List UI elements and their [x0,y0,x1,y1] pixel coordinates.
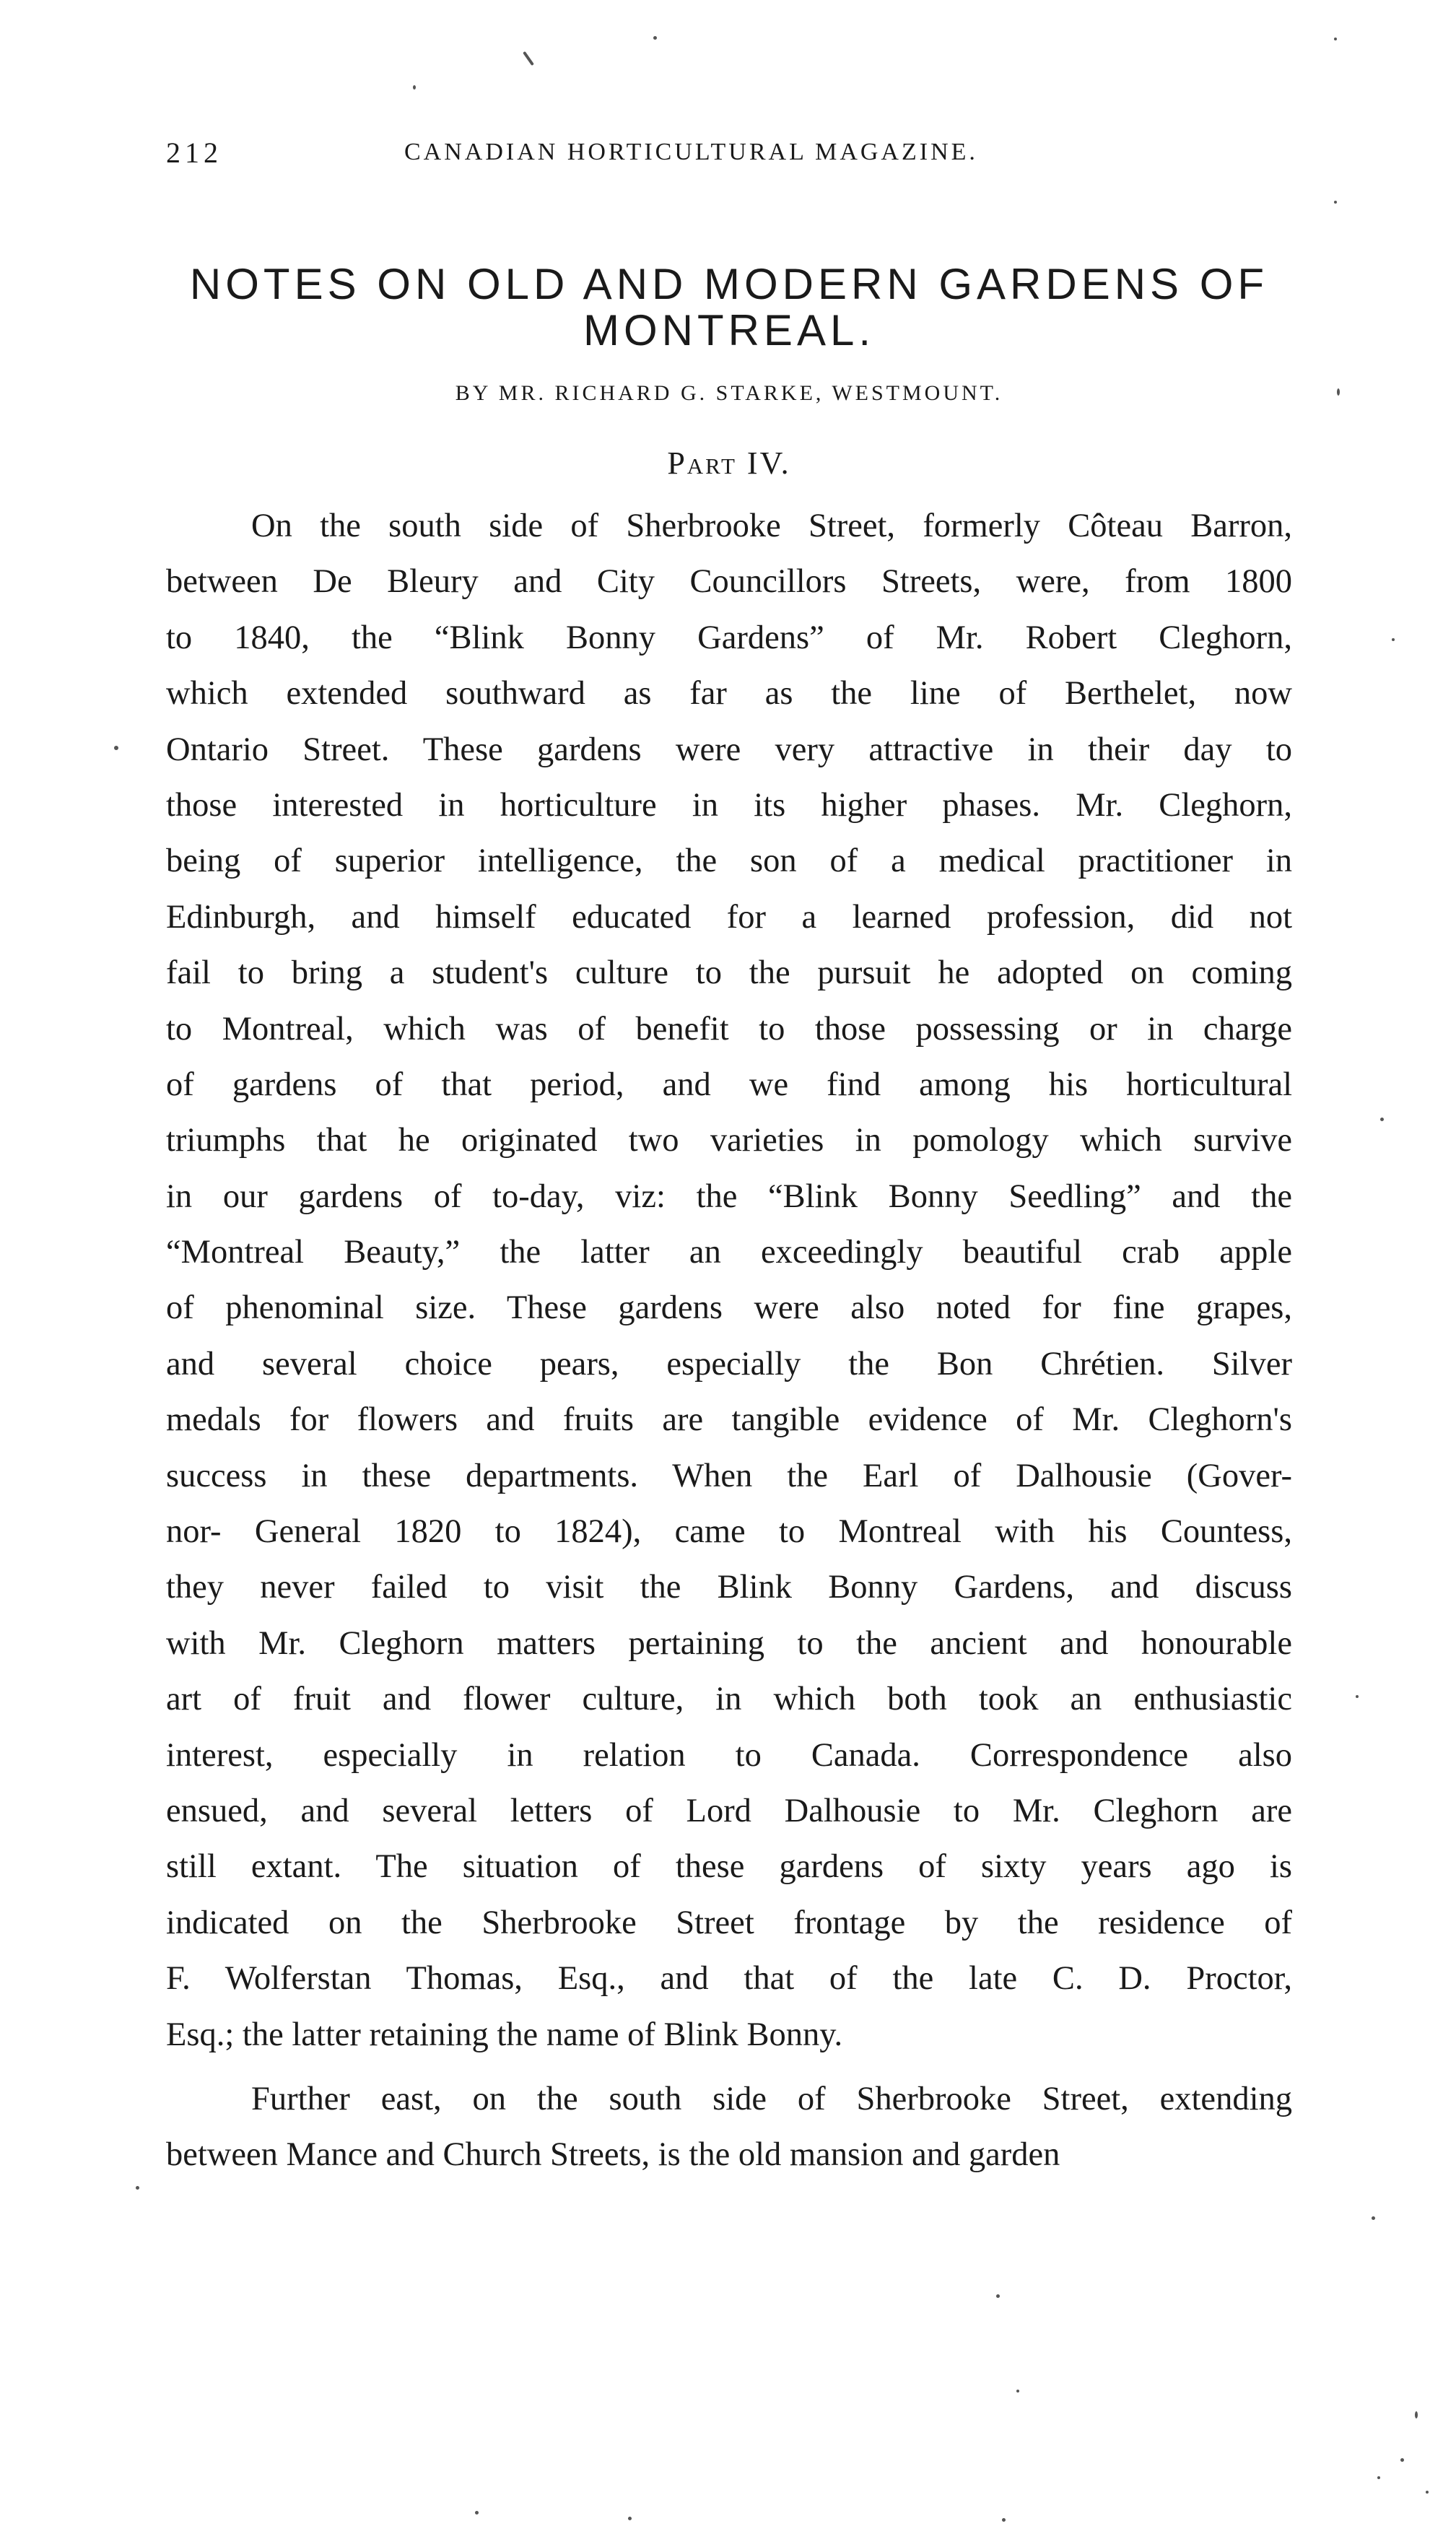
scan-speck [1002,2518,1006,2522]
author-byline: BY MR. RICHARD G. STARKE, WESTMOUNT. [455,381,1003,405]
scan-speck [1377,2476,1380,2479]
scan-speck [1016,2390,1019,2393]
running-head [166,136,1292,179]
scan-speck [653,36,657,40]
text-line: On the south side of Sherbrooke Street, formerly Côteau Barron, [251,508,1292,544]
part-heading: Part IV. [667,445,791,481]
scan-speck [413,85,416,90]
text-line: to 1840, the “Blink Bonny Gardens” of Mr. Robert Cleghorn, [166,619,1292,656]
article-body [166,498,1292,2183]
text-line: ensued, and several letters of Lord Dalhousie to Mr. Cleghorn are [166,1792,1292,1829]
text-line: being of superior intelligence, the son of a medical practitioner in [166,843,1292,880]
scan-speck [1372,2216,1375,2220]
text-line: and several choice pears, especially the Bon Chrétien. Silver [166,1345,1292,1383]
scan-speck [136,2186,139,2190]
scan-speck [1415,2411,1418,2418]
scan-speck [1334,38,1337,40]
paragraph [166,2071,1292,2183]
text-line: art of fruit and flower culture, in which both took an enthusiastic [166,1681,1292,1718]
text-line: to Montreal, which was of benefit to those possessing or in charge [166,1010,1292,1048]
text-line: success in these departments. When the Earl of Dalhousie (Gover- [166,1457,1292,1494]
text-line: “Montreal Beauty,” the latter an exceedingly beautiful crab apple [166,1234,1292,1271]
journal-title: CANADIAN HORTICULTURAL MAGAZINE. [404,139,978,165]
text-line: of phenominal size. These gardens were also noted for fine grapes, [166,1289,1292,1327]
text-line: interest, especially in relation to Canada. Correspondence also [166,1736,1292,1774]
scan-speck [114,746,118,750]
text-line: those interested in horticulture in its higher phases. Mr. Cleghorn, [166,786,1292,824]
text-line: between Mance and Church Streets, is the old mansion and garden [166,2136,1060,2174]
text-line: F. Wolferstan Thomas, Esq., and that of the late C. D. Proctor, [166,1960,1292,1998]
text-line: fail to bring a student's culture to the pursuit he adopted on coming [166,954,1292,992]
text-line: of gardens of that period, and we find among his horticultural [166,1066,1292,1103]
text-line: Esq.; the latter retaining the name of Blink Bonny. [166,2016,843,2053]
text-line: they never failed to visit the Blink Bonny Gardens, and discuss [166,1569,1292,1606]
text-line: which extended southward as far as the line of Berthelet, now [166,675,1292,713]
text-line: in our gardens of to-day, viz: the “Blink Bonny Seedling” and the [166,1177,1292,1215]
scan-speck [1426,2491,1429,2494]
scan-speck [475,2511,479,2515]
text-line: indicated on the Sherbrooke Street frontage by the residence of [166,1904,1292,1941]
paragraph [166,498,1292,2063]
scan-speck [1392,638,1395,641]
text-line: Further east, on the south side of Sherbrooke Street, extending [251,2080,1292,2117]
text-line: between De Bleury and City Councillors Streets, were, from 1800 [166,563,1292,601]
text-line: medals for flowers and fruits are tangible evidence of Mr. Cleghorn's [166,1401,1292,1439]
article-title: NOTES ON OLD AND MODERN GARDENS OF MONTREAL. [189,260,1269,354]
scan-speck [996,2294,1000,2298]
scan-speck [1337,388,1340,396]
text-line: Ontario Street. These gardens were very attractive in their day to [166,731,1292,768]
text-line: triumphs that he originated two varieties in pomology which survive [166,1122,1292,1159]
scan-speck [1400,2458,1404,2462]
scan-speck [1356,1695,1359,1698]
scan-speck [523,51,534,66]
page-number: 212 [166,136,222,169]
text-line: with Mr. Cleghorn matters pertaining to the ancient and honourable [166,1624,1292,1662]
text-line: Edinburgh, and himself educated for a learned profession, did not [166,898,1292,936]
text-line: still extant. The situation of these gardens of sixty years ago is [166,1848,1292,1886]
scan-speck [1334,201,1337,204]
scan-speck [628,2517,632,2520]
scan-speck [1380,1118,1384,1121]
text-line: nor- General 1820 to 1824), came to Montreal with his Countess, [166,1513,1292,1551]
